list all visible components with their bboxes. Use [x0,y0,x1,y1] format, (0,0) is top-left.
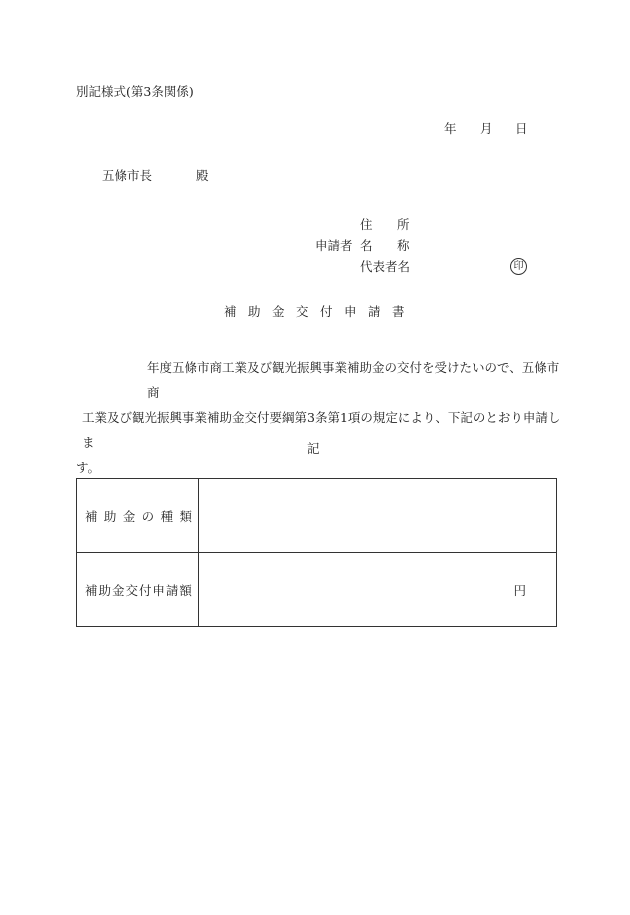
label-char: 金 [122,508,136,524]
recipient-honorific: 殿 [196,168,209,183]
label-char: 助 [103,508,117,524]
seal-icon: 印 [510,258,527,275]
name-label-1: 名 [360,238,373,253]
label-char: 金 [111,582,125,598]
title-char: 付 [320,304,333,319]
requested-amount-field[interactable] [199,553,557,627]
table-row [77,553,557,627]
form-reference: 別記様式(第3条関係) [76,84,194,99]
title-char: 補 [224,304,237,319]
requested-amount-label [77,553,199,627]
title-char: 交 [296,304,309,319]
address-label-2: 所 [397,217,410,232]
label-char: 申 [152,582,165,598]
currency-unit: 円 [513,582,526,598]
label-char: 交 [125,582,138,598]
title-char: 申 [344,304,357,319]
table-row [77,479,557,553]
title-char: 金 [272,304,285,319]
label-char: 補 [85,582,98,598]
applicant-label: 申請者 [315,238,353,253]
label-char: 補 [85,508,98,524]
subsidy-type-label [77,479,199,553]
date-year-label: 年 [444,121,457,136]
label-char: 請 [165,582,179,598]
name-label-2: 称 [397,238,410,253]
label-char: の [141,508,155,524]
application-body [76,355,563,480]
recipient-name: 五條市長 [102,168,153,183]
date-day-label: 日 [515,121,528,136]
label-char: 種 [160,508,174,524]
title-char: 請 [368,304,381,319]
ki-heading: 記 [307,441,320,456]
address-label-1: 住 [360,217,373,232]
label-char: 額 [179,582,192,598]
body-line: 工業及び観光振興事業補助金交付要綱第3条第1項の規定により、下記のとおり申請しま [82,410,561,450]
label-char: 付 [138,582,152,598]
subsidy-type-field[interactable] [199,479,557,553]
label-char: 類 [179,508,192,524]
representative-label: 代表者名 [360,259,411,274]
document-title [224,306,405,319]
title-char: 書 [392,304,405,319]
label-char: 助 [98,582,111,598]
body-line: す。 [76,460,101,475]
detail-table [76,478,557,627]
title-char: 助 [248,304,261,319]
body-line: 年度五條市商工業及び観光振興事業補助金の交付を受けたいので、五條市商 [147,360,560,400]
seal-mark [510,258,527,275]
date-month-label: 月 [480,121,493,136]
